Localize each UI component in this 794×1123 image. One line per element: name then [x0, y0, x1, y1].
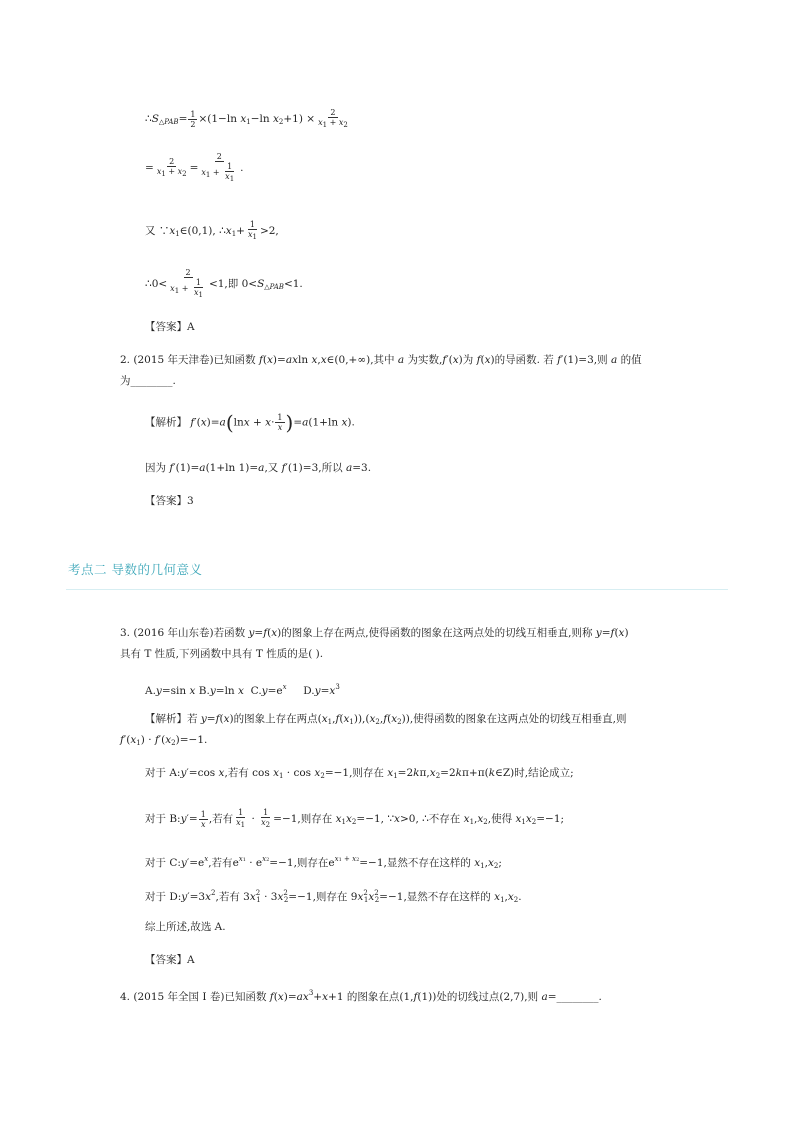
analysis-label: 【解析】: [145, 416, 187, 429]
stem-text: 的值: [620, 354, 642, 366]
case-text: =−1,则存在: [324, 767, 384, 779]
analysis-text: ,使得函数的图象在这两点处的切线互相垂直,则: [409, 713, 627, 725]
you-text: 又: [145, 225, 156, 237]
fraction-recip-x1: $\frac{1}{x1}$: [247, 220, 257, 241]
answer-label: 【答案】: [145, 954, 187, 966]
case-text: =−1, ∵: [356, 813, 395, 825]
fraction-recip-x2: $\frac{1}{x2}$: [261, 808, 271, 829]
fraction-recip-x: $\frac{1}{x}$: [200, 809, 206, 829]
case-label: 对于 C:: [145, 857, 181, 869]
stem-text: 处的切线过点: [436, 991, 500, 1003]
option-d: D.: [303, 685, 315, 697]
stem-text: 的图象在点: [346, 991, 400, 1003]
stem-text: =3,则: [578, 354, 608, 366]
question-source: (2016 年山东卷): [133, 627, 214, 639]
stem-text: 的图象上存在两点,使得函数的图象在这两点处的切线互相垂直,则称: [281, 627, 593, 639]
stem-text: 为: [462, 354, 474, 366]
question-number: 2.: [120, 354, 131, 366]
interval-text: (0,1), ∴: [187, 225, 226, 237]
therefore-symbol: ∴: [145, 113, 152, 125]
answer-value: 3: [187, 495, 194, 507]
conclusion-text: =3,所以: [302, 462, 343, 474]
stem-text: 已知函数: [224, 991, 267, 1003]
question-source: (2015 年全国 Ⅰ 卷): [133, 991, 225, 1003]
stem-text: ,则: [524, 991, 539, 1003]
analysis-text: 若: [187, 713, 198, 725]
section-divider: [66, 589, 728, 590]
blank-text: =________.: [547, 991, 602, 1003]
question-number: 3.: [120, 627, 131, 639]
case-text: ,若有: [208, 857, 233, 869]
case-text: =−1,则存在: [269, 857, 329, 869]
section-heading: 考点二 导数的几何意义: [68, 562, 203, 577]
stem-text: 具有 T 性质,下列函数中具有 T 性质的是( ).: [120, 648, 324, 660]
answer-label: 【答案】: [145, 495, 187, 507]
question-number: 4.: [120, 991, 131, 1003]
blank-text: 为________.: [120, 375, 176, 387]
area-bound-line: ∴0< 2 x1 + $\frac{1}{x1}$ <1,即 $0<S_{\triangle PAB}<1$.: [145, 268, 303, 299]
fraction-bound: 2 x1 + $\frac{1}{x1}$: [170, 268, 203, 299]
question-3-stem: 3. (2016 年山东卷)若函数 y=f(x)的图象上存在两点,使得函数的图象在这两点处的切线互相垂直,则称 y=f(x): [120, 627, 629, 639]
case-text: =−1;: [536, 813, 565, 825]
question-3-options: A.y=sin x B.y=ln x $C.y=e^x$ $D.y=x^3$: [145, 683, 340, 697]
case-text: ,使得: [487, 813, 513, 825]
answer-value: A: [187, 321, 195, 333]
answer-value: A: [187, 954, 195, 966]
because-symbol: ∵: [158, 225, 170, 237]
fraction-recip-x: $\frac{1}{x}$: [277, 413, 283, 432]
question-3-stem-line2: [120, 647, 323, 661]
fraction-2-over-sum: $\frac{2}{x1 + x2}$: [318, 108, 348, 129]
bound-text: ,即 0<: [224, 278, 258, 290]
analysis-label: 【解析】: [145, 713, 187, 725]
formula-simplify-line: = $\frac{2}{x1 + x2}$ = 2 x1 + $\frac{1}{x1}$ .: [145, 152, 244, 183]
question-3-analysis-line2: $f'(x_1) \cdot f'(x_2)=-1$.: [120, 734, 208, 747]
case-text: =−1,则存在: [288, 891, 348, 903]
fraction-2-over-x-plus-recip: 2 x1 + $\frac{1}{x1}$: [201, 152, 235, 183]
case-text: =−1,显然不存在这样的: [359, 857, 471, 869]
fraction-half: $\frac{1}{2}$: [190, 109, 196, 129]
case-text: 时,结论成立;: [514, 767, 574, 779]
bound-tail: <1.: [283, 278, 303, 290]
case-text: =−1,则存在: [273, 813, 333, 825]
answer-2: [145, 494, 194, 508]
formula-area-line: $\therefore S_{\triangle PAB}=$ $\frac{1}{2}$ ×(1−ln $x_1-\ln$ $x_2+1$) × $\frac{2}{x1 + x2}$: [145, 108, 348, 129]
fraction-2-over-sum-b: $\frac{2}{x1 + x2}$: [156, 157, 187, 178]
case-a-line: 对于 A:y′=cos x,若有 $\cos x_1 \cdot \cos x_2=-1$,则存在 $x_1=2k\pi,x_2=2k\pi+\pi(k\in Z)$时,结论成立;: [145, 767, 574, 780]
stem-text: ,其中: [370, 354, 395, 366]
case-label: 对于 A:: [145, 767, 181, 779]
question-2-analysis: 【解析】 f′(x)=a(lnx + x· $\frac{1}{x}$ )=a(1+ln x).: [145, 410, 355, 435]
therefore-symbol-2: ∴: [145, 278, 152, 290]
stem-text: 的导函数. 若: [494, 354, 554, 366]
case-d-line: 对于 $D:y'=3x^2$,若有 $3x^2_1 \cdot 3x^2_2=-1$,则存在 $9x^2_1x^2_2=-1$,显然不存在这样的 $x_1,x_2$.: [145, 889, 522, 904]
case-text: ,若有: [215, 891, 240, 903]
fraction-recip-x1: $\frac{1}{x1}$: [236, 808, 246, 829]
option-b: B.: [198, 685, 210, 697]
option-a: A.: [145, 685, 156, 697]
conclusion-text: ,又: [264, 462, 279, 474]
stem-text: 若函数: [213, 627, 246, 639]
question-3-summary: [145, 920, 226, 934]
question-3-analysis: 【解析】若 y=f(x)的图象上存在两点$(x_1,f(x_1)),(x_2,f(x_2))$,使得函数的图象在这两点处的切线互相垂直,则: [145, 713, 627, 726]
answer-3: [145, 953, 195, 967]
question-4-stem: 4. (2015 年全国 Ⅰ 卷)已知函数 $f(x)=ax^3+x+1$ 的图象在点(1,f(1))处的切线过点(2,7),则 a=________.: [120, 989, 602, 1003]
inequality-line: 又 $\because x_1\in(0,1)$, $\therefore x_1+$ $\frac{1}{x1}$ >2,: [145, 220, 279, 241]
answer-label: 【答案】: [145, 321, 187, 333]
question-2-stem-line2: [120, 374, 176, 388]
conclusion-text: 因为: [145, 462, 166, 474]
case-b-line: 对于 B:y′= $\frac{1}{x}$ ,若有 $\frac{1}{x1}$ · $\frac{1}{x2}$ =−1,则存在 $x_1x_2=-1$, ∵x>0, ∴不存在 $x_1,x_2$,使得 $x_1x_2=-1$;: [145, 808, 565, 829]
question-source: (2015 年天津卷): [133, 354, 214, 366]
summary-text: 综上所述,故选 A.: [145, 921, 226, 933]
case-text: ,若有 cos: [224, 767, 270, 779]
case-label: 对于 D:: [145, 891, 182, 903]
case-text: , ∴不存在: [415, 813, 461, 825]
question-2-stem: 2. (2015 年天津卷)已知函数 f(x)=axln x,x∈(0,+∞),其中 a 为实数,f′(x)为 f(x)的导函数. 若 f′(1)=3,则 a 的值: [120, 354, 642, 366]
case-label: 对于 B:: [145, 813, 181, 825]
case-c-line: 对于 $C:y'=e^x$,若有$e^{x1} \cdot e^{x2}=-1$,则存在$e^{x1 + x2}=-1$,显然不存在这样的 $x_1,x_2$;: [145, 855, 502, 870]
analysis-text: 的图象上存在两点: [233, 713, 318, 725]
question-2-conclusion: 因为 f′(1)=a(1+ln 1)=a,又 f′(1)=3,所以 a=3.: [145, 462, 372, 474]
case-text: =−1,显然不存在这样的: [379, 891, 491, 903]
case-text: ,若有: [208, 813, 234, 825]
stem-text: 为实数,: [407, 354, 443, 366]
answer-1: [145, 320, 195, 334]
stem-text: 已知函数: [213, 354, 256, 366]
option-c: C.: [250, 685, 262, 697]
